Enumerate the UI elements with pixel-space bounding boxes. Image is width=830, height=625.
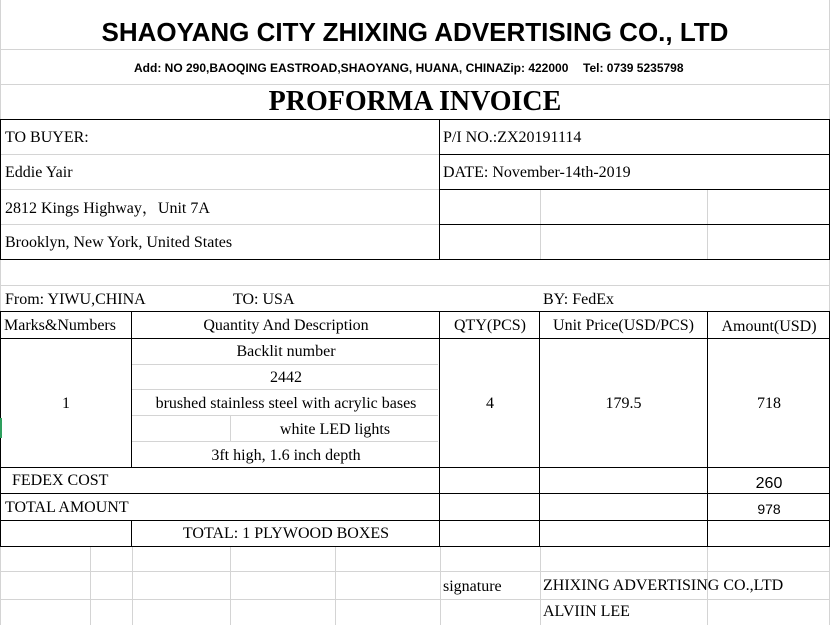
signature-label: signature [443, 578, 502, 595]
ship-by: BY: FedEx [543, 291, 614, 308]
grid-line [0, 224, 440, 225]
signature-company: ZHIXING ADVERTISING CO.,LTD [543, 577, 784, 594]
company-zip: Zip: 422000 [503, 61, 569, 75]
total-amount-label: TOTAL AMOUNT [5, 499, 129, 516]
company-tel: Tel: 0739 5235798 [583, 61, 684, 75]
item-unit-price: 179.5 [605, 395, 642, 412]
ship-from: From: YIWU,CHINA [5, 291, 146, 308]
item-marks: 1 [62, 395, 70, 412]
header-qty: QTY(PCS) [453, 317, 526, 334]
item-description-line: 3ft high, 1.6 inch depth [211, 447, 361, 464]
buyer-address-line1: 2812 Kings Highway，Unit 7A [5, 200, 210, 217]
grid-line [132, 364, 438, 365]
item-description-line: brushed stainless steel with acrylic bases [155, 395, 417, 412]
signature-name: ALVIIN LEE [543, 603, 630, 620]
packing-total: TOTAL: 1 PLYWOOD BOXES [182, 525, 390, 542]
grid-line [0, 285, 830, 286]
border-line [0, 520, 830, 521]
border-line [0, 311, 830, 312]
grid-line [132, 389, 438, 390]
border-line [440, 224, 830, 225]
border-line [440, 154, 830, 155]
invoice-date: DATE: November-14th-2019 [443, 164, 631, 181]
item-qty: 4 [486, 395, 494, 412]
grid-line [540, 546, 541, 625]
grid-line [132, 415, 438, 416]
grid-line [0, 599, 830, 600]
grid-line [0, 84, 830, 85]
buyer-address-line2: Brooklyn, New York, United States [5, 234, 233, 251]
fedex-cost-label: FEDEX COST [12, 472, 109, 489]
header-marks: Marks&Numbers [4, 317, 116, 334]
item-description-line: Backlit number [236, 343, 336, 360]
border-line [0, 467, 830, 468]
grid-line [0, 154, 440, 155]
header-amount: Amount(USD) [721, 318, 817, 335]
border-line [0, 119, 1, 260]
grid-line [0, 189, 440, 190]
grid-line [0, 49, 830, 50]
border-line [0, 119, 830, 120]
item-description-line: white LED lights [279, 421, 391, 438]
grid-line [0, 571, 830, 572]
border-line [131, 311, 132, 468]
border-line [0, 338, 830, 339]
item-description-line: 2442 [270, 369, 302, 386]
border-line [0, 546, 830, 547]
buyer-label: TO BUYER: [5, 129, 89, 146]
total-amount-value: 978 [757, 501, 781, 517]
fedex-cost-value: 260 [755, 475, 783, 492]
document-title: PROFORMA INVOICE [268, 86, 562, 117]
grid-line [132, 546, 133, 625]
cell-edge-marker [0, 418, 2, 438]
company-name: SHAOYANG CITY ZHIXING ADVERTISING CO., LTD [101, 17, 729, 47]
pi-number: P/I NO.:ZX20191114 [443, 129, 582, 146]
border-line [539, 311, 540, 547]
border-line [439, 119, 440, 260]
company-address: Add: NO 290,BAOQING EASTROAD,SHAOYANG, HUANA, CHINA [134, 61, 504, 75]
grid-line [132, 441, 438, 442]
grid-line [440, 546, 441, 625]
border-line [440, 189, 830, 190]
border-line [0, 259, 830, 260]
ship-to: TO: USA [233, 291, 295, 308]
grid-line [90, 546, 91, 625]
header-description: Quantity And Description [203, 317, 369, 334]
border-line [0, 493, 830, 494]
grid-line [335, 546, 336, 625]
buyer-name: Eddie Yair [5, 164, 73, 181]
item-amount: 718 [757, 395, 781, 412]
grid-line [230, 546, 231, 625]
header-unit-price: Unit Price(USD/PCS) [553, 317, 694, 334]
